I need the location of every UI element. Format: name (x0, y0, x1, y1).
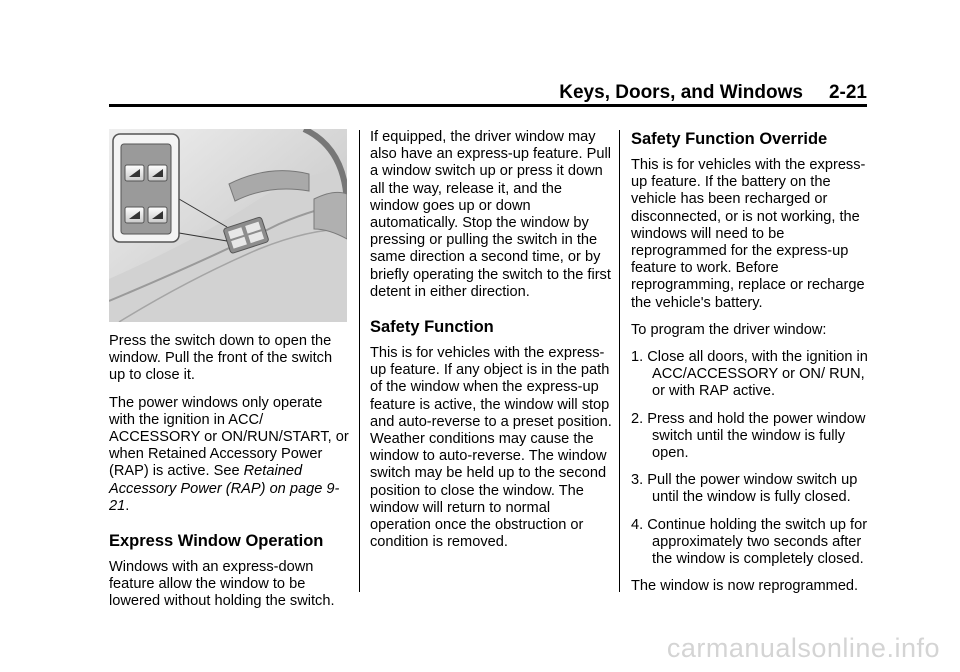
section-title: Keys, Doors, and Windows (559, 82, 803, 103)
power-window-switch-figure (109, 129, 347, 322)
paragraph: If equipped, the driver window may also have an express-up feature. Pull a window switch up or press it down all the way, release it, and the window goes up or down automatically. Stop the window by pressing or pulling the switch in the same direction a second time, or by briefly operating the switch to the first detent in either direction. (370, 129, 611, 300)
page-header (0, 82, 867, 104)
page-number: 2-21 (828, 82, 867, 103)
header-rule (109, 104, 867, 107)
period: . (125, 497, 130, 514)
power-window-switch-illustration (109, 129, 347, 322)
paragraph: This is for vehicles with the express-up feature. If any object is in the path of the window when the express-up feature is active, the window will stop and auto-reverse to a preset position. Weather conditions may cause the window to auto-reverse. The window switch may be held up to the second position to close the window. The window will return to normal operation once the obstruction or condition is removed. (370, 345, 612, 551)
watermark: carmanualsonline.info (666, 633, 940, 663)
column-1 (109, 333, 349, 621)
paragraph: Windows with an express-down feature allow the window to be lowered without holding the switch. (109, 559, 335, 610)
paragraph: This is for vehicles with the express-up feature. If the battery on the vehicle has been recharged or disconnected, or is not working, the windows will need to be reprogrammed for the express-up feature to work. Before reprogramming, replace or recharge the vehicle's battery. (631, 157, 866, 311)
steps-list (631, 349, 871, 568)
column-divider (359, 130, 360, 592)
column-3 (631, 129, 871, 605)
list-item: 1. Close all doors, with the ignition in ACC/ACCESSORY or ON/ RUN, or with RAP active. (631, 349, 868, 400)
rap-text: The power windows only operate with the ignition in ACC/ ACCESSORY or ON/RUN/START, or when Retained Accessory Power (RAP) is active. See (109, 394, 349, 480)
paragraph: Press the switch down to open the window. Pull the front of the switch up to close it. (109, 333, 333, 384)
paragraph: To program the driver window: (631, 321, 827, 338)
list-item: 4. Continue holding the switch up for approximately two seconds after the window is completely closed. (631, 516, 868, 568)
paragraph-rap (109, 395, 349, 515)
list-item: 2. Press and hold the power window switch until the window is fully open. (631, 410, 866, 462)
paragraph: The window is now reprogrammed. (631, 578, 859, 595)
rap-reference-link[interactable]: Retained Accessory Power (RAP) on page 9-21 (109, 463, 340, 514)
heading-safety-function-override: Safety Function Override (631, 130, 828, 148)
list-item: 3. Pull the power window switch up until the window is fully closed. (631, 472, 858, 506)
heading-safety-function: Safety Function (370, 318, 494, 337)
column-divider (619, 130, 620, 592)
column-2 (370, 129, 612, 561)
heading-express-window-operation: Express Window Operation (109, 532, 324, 551)
